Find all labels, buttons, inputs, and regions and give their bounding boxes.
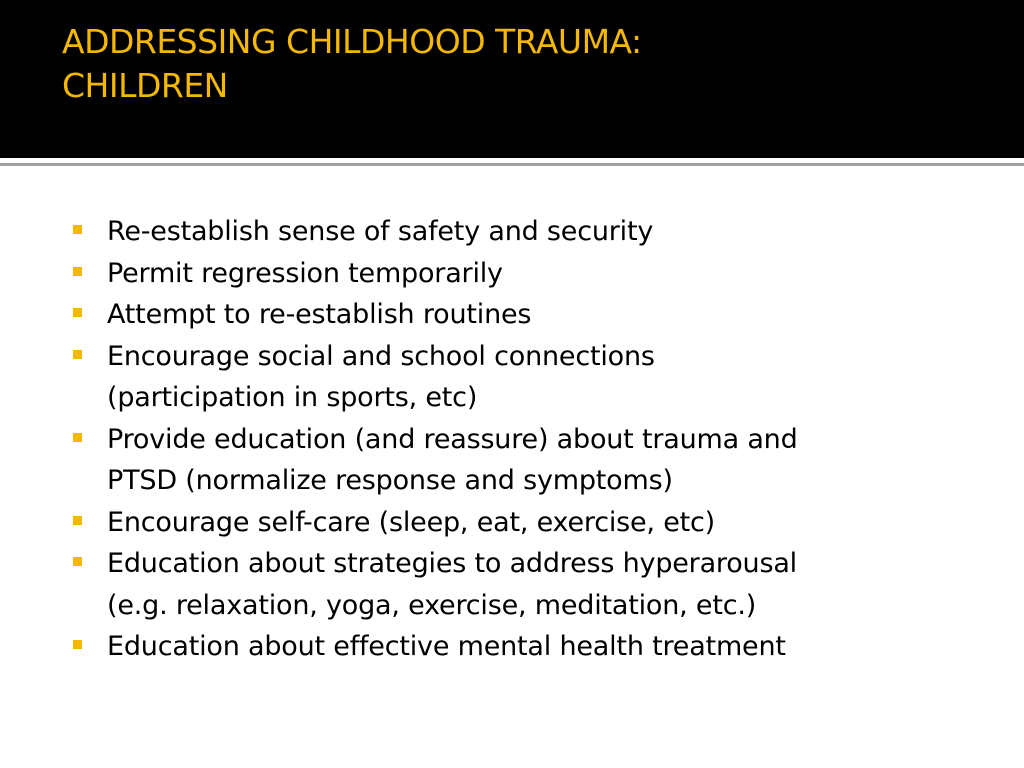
- bullet-text-continuation: (e.g. relaxation, yoga, exercise, meditation, etc.): [107, 589, 757, 621]
- bullet-item: [0, 502, 1024, 544]
- square-bullet-icon: [73, 433, 82, 442]
- square-bullet-icon: [73, 308, 82, 317]
- bullet-item: [0, 211, 1024, 253]
- bullet-item: [0, 626, 1024, 668]
- bullet-text-continuation: PTSD (normalize response and symptoms): [107, 465, 673, 496]
- square-bullet-icon: [73, 516, 82, 525]
- bullet-item: [0, 294, 1024, 336]
- bullet-list: [0, 211, 1024, 668]
- bullet-text-continuation: (participation in sports, etc): [107, 382, 478, 413]
- bullet-text: Education about effective mental health treatment: [107, 631, 786, 662]
- square-bullet-icon: [73, 557, 82, 566]
- title-bar: [0, 0, 1024, 158]
- slide-title-line: ADDRESSING CHILDHOOD TRAUMA:: [62, 22, 642, 61]
- bullet-text: Education about strategies to address hyperarousal: [107, 548, 797, 579]
- square-bullet-icon: [73, 640, 82, 649]
- bullet-item: [0, 543, 1024, 626]
- bullet-item: [0, 336, 1024, 419]
- bullet-text: Re-establish sense of safety and security: [107, 216, 654, 247]
- bullet-text: Encourage social and school connections: [107, 340, 655, 372]
- bullet-item: [0, 419, 1024, 502]
- square-bullet-icon: [73, 350, 82, 359]
- slide-title-line: CHILDREN: [62, 66, 228, 105]
- square-bullet-icon: [73, 267, 82, 276]
- square-bullet-icon: [73, 225, 82, 234]
- bullet-text: Attempt to re-establish routines: [107, 299, 532, 330]
- header-divider: [0, 163, 1024, 166]
- bullet-text: Provide education (and reassure) about trauma and: [107, 423, 798, 455]
- bullet-text: Encourage self-care (sleep, eat, exercise, etc): [107, 506, 715, 538]
- bullet-item: [0, 253, 1024, 295]
- bullet-text: Permit regression temporarily: [107, 257, 503, 289]
- slide-title: [62, 20, 962, 108]
